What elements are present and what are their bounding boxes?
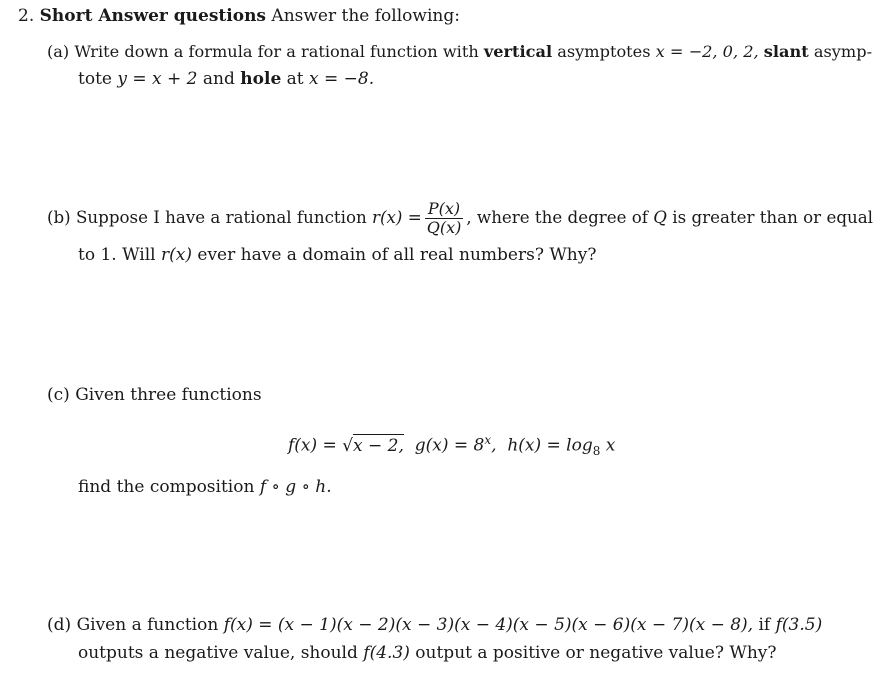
part-c-line3 — [78, 475, 332, 499]
part-a-text: Write down a formula for a rational function with — [74, 42, 479, 61]
problem-title: Short Answer questions — [39, 6, 267, 26]
part-a-bold-slant: slant — [763, 42, 809, 61]
function-g-exponent: x — [484, 433, 492, 447]
part-d-math-f35: f(3.5) — [775, 615, 823, 635]
part-a-math-slant: y = x + 2 — [117, 69, 198, 89]
part-b-math-r: r(x) — [161, 245, 192, 265]
part-d-text: outputs a negative value, should — [78, 643, 358, 663]
part-d-label: (d) — [47, 615, 72, 635]
part-b-line1 — [47, 200, 873, 237]
part-a-text: at — [286, 69, 304, 89]
part-b-text: to 1. Will — [78, 245, 156, 265]
fraction-denominator: Q(x) — [426, 218, 462, 237]
part-d-math-def: f(x) = (x − 1)(x − 2)(x − 3)(x − 4)(x − 5)(x − 6)(x − 7)(x − 8), — [223, 615, 754, 635]
part-c-line1 — [47, 383, 262, 407]
part-a-line1 — [47, 40, 872, 64]
sqrt-radicand: x − 2, — [353, 435, 404, 456]
function-h-arg: x — [605, 435, 616, 456]
part-b-label: (b) — [47, 208, 71, 227]
part-a-text: asymptotes — [557, 42, 651, 61]
function-h-def: h(x) = log — [507, 435, 593, 456]
part-a-text: asymp- — [813, 42, 873, 61]
sqrt-expression — [342, 434, 404, 458]
part-d-line1 — [47, 613, 822, 637]
part-b-line2 — [78, 243, 596, 267]
part-a-bold-vertical: vertical — [483, 42, 553, 61]
part-c-text: Given three functions — [75, 385, 262, 405]
part-b-text: ever have a domain of all real numbers? Why? — [197, 245, 597, 265]
sqrt-icon: √ — [342, 435, 354, 456]
problem-number: 2. — [18, 6, 35, 26]
part-d-text: Given a function — [76, 615, 219, 635]
part-c-composition: f ∘ g ∘ h. — [259, 477, 332, 497]
function-g-def: g(x) = 8 — [414, 435, 485, 456]
part-b-math-lhs: r(x) = — [372, 208, 422, 227]
part-b-text: Suppose I have a rational function — [76, 208, 367, 227]
problem-heading — [18, 4, 460, 28]
part-a-text: and — [202, 69, 235, 89]
part-a-line2 — [78, 67, 374, 91]
part-a-math-asymptotes: x = −2, 0, 2, — [655, 42, 759, 61]
part-d-line2 — [78, 641, 777, 665]
part-c-text: find the composition — [78, 477, 255, 497]
part-a-text: tote — [78, 69, 112, 89]
function-g-separator: , — [491, 435, 497, 456]
part-b-math-q: Q — [653, 208, 667, 227]
part-c-label: (c) — [47, 385, 70, 405]
part-d-text: output a positive or negative value? Why? — [415, 643, 777, 663]
function-f-lhs: f(x) = — [288, 435, 337, 456]
problem-instruction: Answer the following: — [271, 6, 460, 26]
part-a-bold-hole: hole — [240, 69, 282, 89]
part-d-math-f43: f(4.3) — [363, 643, 410, 663]
part-c-display-equation — [288, 428, 615, 463]
function-h-log-base: 8 — [592, 444, 601, 459]
part-b-fraction — [425, 200, 464, 237]
part-a-label: (a) — [47, 42, 70, 61]
part-d-text: if — [758, 615, 771, 635]
part-a-math-hole: x = −8. — [309, 69, 375, 89]
part-b-text: , where the degree of — [466, 208, 648, 227]
fraction-numerator: P(x) — [425, 200, 464, 219]
part-b-text: is greater than or equal — [672, 208, 874, 227]
